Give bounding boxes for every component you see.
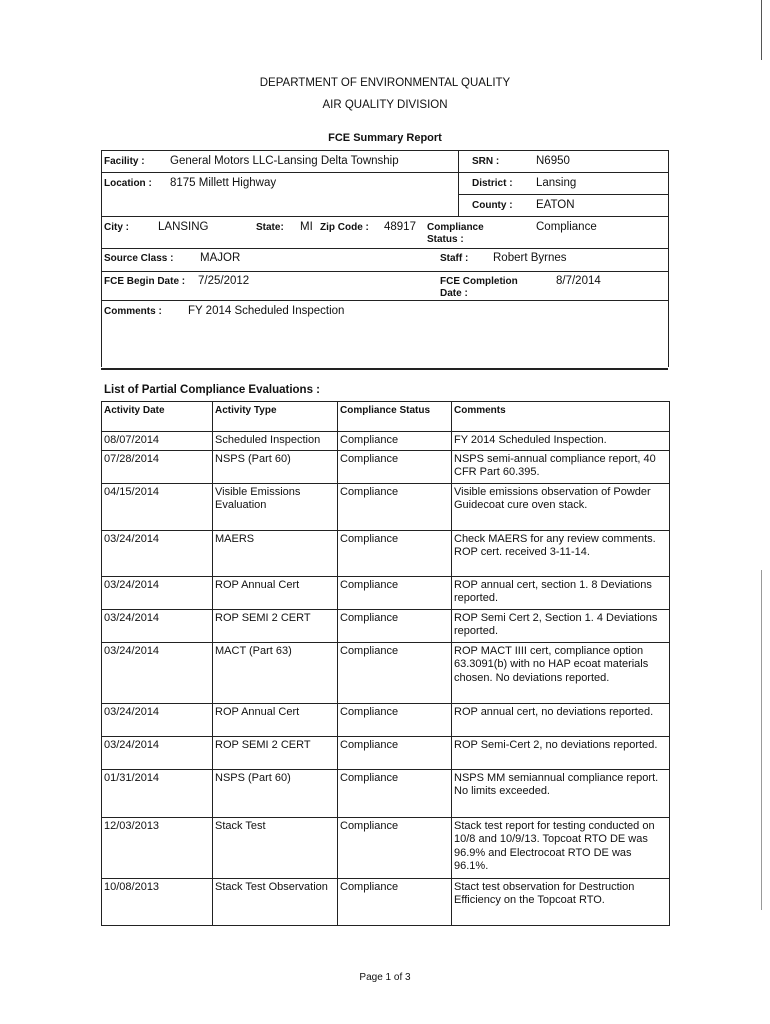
city-label: City : — [104, 222, 129, 233]
table-row — [102, 703, 670, 736]
srn-label: SRN : — [472, 156, 500, 167]
county-value: EATON — [536, 199, 575, 211]
column-header-activity-type: Activity Type — [213, 402, 338, 432]
zip-value: 48917 — [384, 221, 416, 233]
compliance-status-cell: Compliance — [338, 450, 452, 483]
compliance-status-value: Compliance — [536, 221, 597, 233]
table-row — [102, 576, 670, 609]
source-class-label: Source Class : — [104, 253, 174, 264]
staff-label: Staff : — [440, 253, 469, 264]
zip-label: Zip Code : — [320, 222, 369, 233]
comments-cell: NSPS MM semiannual compliance report. No limits exceeded. — [452, 769, 670, 817]
activity-date-cell: 03/24/2014 — [102, 609, 213, 642]
location-label: Location : — [104, 178, 152, 189]
activity-date-cell: 12/03/2013 — [102, 817, 213, 878]
district-label: District : — [472, 178, 513, 189]
activity-date-cell: 03/24/2014 — [102, 530, 213, 576]
table-row — [102, 878, 670, 925]
county-label: County : — [472, 200, 513, 211]
activity-date-cell: 08/07/2014 — [102, 432, 213, 451]
department-heading: DEPARTMENT OF ENVIRONMENTAL QUALITY — [259, 77, 511, 89]
comments-cell: FY 2014 Scheduled Inspection. — [452, 432, 670, 451]
compliance-status-cell: Compliance — [338, 483, 452, 530]
compliance-status-cell: Compliance — [338, 736, 452, 769]
comments-cell: ROP annual cert, section 1. 8 Deviations reported. — [452, 576, 670, 609]
column-header-compliance-status: Compliance Status — [338, 402, 452, 432]
table-row — [102, 450, 670, 483]
report-title: FCE Summary Report — [328, 132, 442, 144]
comments-cell: ROP Semi Cert 2, Section 1. 4 Deviations reported. — [452, 609, 670, 642]
state-label: State: — [256, 222, 284, 233]
table-row — [102, 530, 670, 576]
activity-type-cell: Visible Emissions Evaluation — [213, 483, 338, 530]
activity-type-cell: NSPS (Part 60) — [213, 769, 338, 817]
facility-name: General Motors LLC-Lansing Delta Township — [170, 155, 399, 167]
staff-value: Robert Byrnes — [493, 252, 567, 264]
table-row — [102, 817, 670, 878]
comments-cell: ROP annual cert, no deviations reported. — [452, 703, 670, 736]
activity-type-cell: Scheduled Inspection — [213, 432, 338, 451]
activity-date-cell: 01/31/2014 — [102, 769, 213, 817]
activity-type-cell: ROP SEMI 2 CERT — [213, 736, 338, 769]
activity-date-cell: 03/24/2014 — [102, 703, 213, 736]
pce-table — [101, 401, 670, 926]
activity-date-cell: 03/24/2014 — [102, 576, 213, 609]
comments-cell: Check MAERS for any review comments. ROP cert. received 3-11-14. — [452, 530, 670, 576]
table-row — [102, 432, 670, 451]
location-value: 8175 Millett Highway — [170, 177, 277, 189]
scan-edge-line — [761, 0, 762, 60]
compliance-status-cell: Compliance — [338, 769, 452, 817]
facility-label: Facility : — [104, 156, 145, 167]
table-row — [102, 483, 670, 530]
compliance-status-cell: Compliance — [338, 817, 452, 878]
table-row — [102, 642, 670, 703]
activity-type-cell: NSPS (Part 60) — [213, 450, 338, 483]
compliance-status-cell: Compliance — [338, 609, 452, 642]
comments-value: FY 2014 Scheduled Inspection — [188, 305, 345, 317]
comments-cell: ROP Semi-Cert 2, no deviations reported. — [452, 736, 670, 769]
state-value: MI — [300, 221, 313, 233]
activity-type-cell: MACT (Part 63) — [213, 642, 338, 703]
activity-type-cell: ROP Annual Cert — [213, 576, 338, 609]
city-value: LANSING — [158, 221, 209, 233]
activity-date-cell: 03/24/2014 — [102, 642, 213, 703]
table-row — [102, 609, 670, 642]
compliance-status-cell: Compliance — [338, 642, 452, 703]
compliance-status-cell: Compliance — [338, 703, 452, 736]
activity-type-cell: ROP Annual Cert — [213, 703, 338, 736]
activity-date-cell: 07/28/2014 — [102, 450, 213, 483]
activity-date-cell: 04/15/2014 — [102, 483, 213, 530]
fce-begin-value: 7/25/2012 — [198, 275, 250, 287]
source-class-value: MAJOR — [200, 252, 241, 264]
activity-date-cell: 10/08/2013 — [102, 878, 213, 925]
comments-cell: Stack test report for testing conducted on 10/8 and 10/9/13. Topcoat RTO DE was 96.9% and Electrocoat RTO DE was 96.1%. — [452, 817, 670, 878]
compliance-status-label: Compliance Status : — [427, 222, 484, 245]
activity-type-cell: ROP SEMI 2 CERT — [213, 609, 338, 642]
page-number: Page 1 of 3 — [359, 972, 411, 983]
scan-edge-line — [761, 570, 762, 910]
district-value: Lansing — [536, 177, 577, 189]
activity-date-cell: 03/24/2014 — [102, 736, 213, 769]
column-header-comments: Comments — [452, 402, 670, 432]
comments-cell: Visible emissions observation of Powder Guidecoat cure oven stack. — [452, 483, 670, 530]
compliance-status-cell: Compliance — [338, 878, 452, 925]
fce-begin-label: FCE Begin Date : — [104, 276, 186, 287]
column-header-activity-date: Activity Date — [102, 402, 213, 432]
table-header-row — [102, 402, 670, 432]
table-row — [102, 736, 670, 769]
fce-completion-label: FCE Completion Date : — [440, 276, 518, 299]
srn-value: N6950 — [536, 155, 570, 167]
pce-section-title: List of Partial Compliance Evaluations : — [104, 384, 320, 396]
division-heading: AIR QUALITY DIVISION — [322, 99, 448, 111]
comments-label: Comments : — [104, 306, 162, 317]
activity-type-cell: Stack Test Observation — [213, 878, 338, 925]
comments-cell: ROP MACT IIII cert, compliance option 63.3091(b) with no HAP ecoat materials chosen. No deviations reported. — [452, 642, 670, 703]
compliance-status-cell: Compliance — [338, 530, 452, 576]
activity-type-cell: MAERS — [213, 530, 338, 576]
comments-cell: Stact test observation for Destruction Efficiency on the Topcoat RTO. — [452, 878, 670, 925]
activity-type-cell: Stack Test — [213, 817, 338, 878]
compliance-status-cell: Compliance — [338, 576, 452, 609]
compliance-status-cell: Compliance — [338, 432, 452, 451]
fce-completion-value: 8/7/2014 — [556, 275, 601, 287]
table-row — [102, 769, 670, 817]
comments-cell: NSPS semi-annual compliance report, 40 CFR Part 60.395. — [452, 450, 670, 483]
